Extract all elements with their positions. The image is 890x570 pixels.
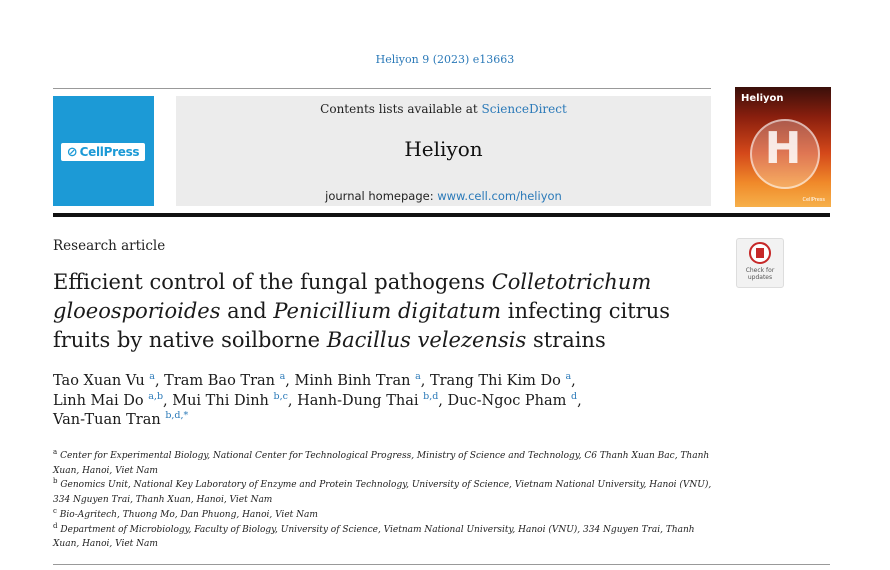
author[interactable]: Tao Xuan Vu $^a$ (53, 371, 155, 389)
journal-cover-image[interactable] (735, 87, 831, 207)
homepage-link[interactable]: www.cell.com/heliyon (437, 189, 562, 203)
cover-title: Heliyon (741, 93, 784, 104)
contents-prefix: Contents lists available at (320, 102, 482, 116)
affiliation-item: $^b$ Genomics Unit, National Key Laboratory of Enzyme and Protein Technology, University of Science, Vietnam National University, Hanoi (VNU), 334 Nguyen Trai, Thanh Xuan, Hanoi, Viet Nam (53, 477, 712, 506)
author[interactable]: Mui Thi Dinh $^{b,c}$ (172, 390, 288, 409)
homepage-prefix: journal homepage: (325, 189, 438, 203)
check-for-updates-button[interactable] (736, 238, 784, 288)
affiliations (53, 449, 713, 552)
author-list: Tao Xuan Vu $^a$, Tram Bao Tran $^a$, Minh Binh Tran $^a$, Trang Thi Kim Do $^a$, Linh Mai Do $^{a,b}$, Mui Thi Dinh $^{b,c}$, Hanh-Dung Thai $^{b,d}$, Duc-Ngoc Pham $^d$, Van-Tuan Tran $^{b,d,*}$ (53, 371, 582, 428)
author[interactable]: Tram Bao Tran $^a$ (164, 371, 286, 389)
cellpress-badge (61, 143, 145, 161)
author[interactable]: Linh Mai Do $^{a,b}$ (53, 390, 164, 409)
section-rule (53, 564, 830, 565)
cellpress-logo-icon: ⊘ (66, 144, 78, 160)
journal-header-box (176, 96, 711, 206)
author[interactable]: Duc-Ngoc Pham $^d$ (447, 390, 578, 409)
header-top-rule (53, 88, 711, 89)
cover-letter: H (764, 123, 802, 174)
article-title: Efficient control of the fungal pathogens Colletotrichum gloeosporioides and Penicillium digitatum infecting citrus fruits by native soilborne Bacillus velezensis strains (53, 270, 671, 352)
journal-citation[interactable]: Heliyon 9 (2023) e13663 (375, 53, 515, 66)
author[interactable]: Hanh-Dung Thai $^{b,d}$ (297, 390, 439, 409)
contents-line (176, 102, 711, 116)
cellpress-logo[interactable] (53, 96, 154, 206)
homepage-line (176, 189, 711, 203)
affiliation-item: $^d$ Department of Microbiology, Faculty of Biology, University of Science, Vietnam National University, Hanoi (VNU), 334 Nguyen Trai, Thanh Xuan, Hanoi, Viet Nam (53, 521, 695, 550)
cover-publisher: CellPress (802, 197, 825, 203)
header-bottom-rule (53, 213, 830, 217)
author[interactable]: Minh Binh Tran $^a$ (294, 371, 421, 389)
author[interactable]: Trang Thi Kim Do $^a$ (429, 371, 572, 389)
journal-name: Heliyon (404, 137, 483, 161)
sciencedirect-link[interactable]: ScienceDirect (481, 102, 567, 116)
author[interactable]: Van-Tuan Tran $^{b,d,*}$ (53, 410, 189, 428)
cellpress-logo-text: CellPress (79, 145, 140, 159)
affiliation-item: $^c$ Bio-Agritech, Thuong Mo, Dan Phuong, Hanoi, Viet Nam (53, 506, 318, 520)
article-type: Research article (53, 238, 166, 254)
bookmark-check-icon (749, 242, 771, 264)
affiliation-item: $^a$ Center for Experimental Biology, National Center for Technological Progress, Ministry of Science and Technology, C6 Thanh Xuan Bac, Thanh Xuan, Hanoi, Viet Nam (53, 448, 710, 476)
check-for-updates-label: Check for updates (745, 267, 775, 281)
